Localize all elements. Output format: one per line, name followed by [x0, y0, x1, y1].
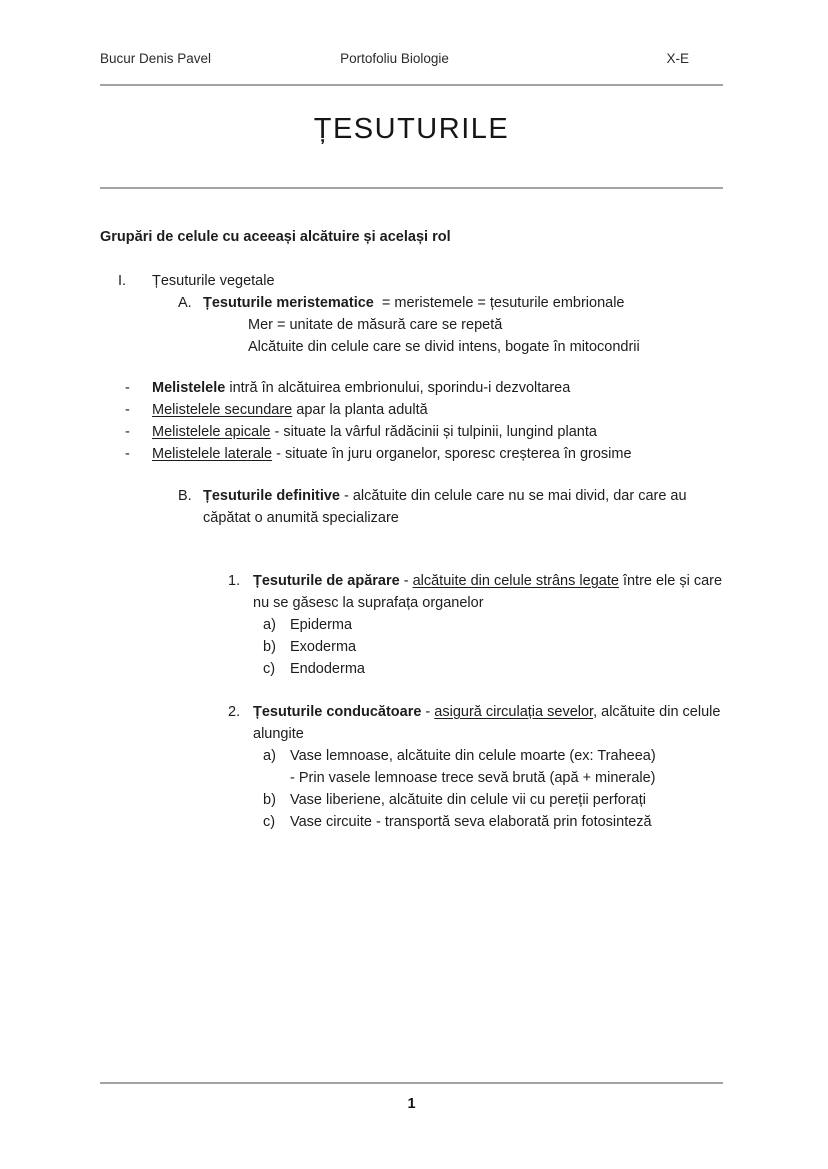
list-text: Melistelele secundare apar la planta adultă — [152, 402, 428, 418]
list-item — [100, 399, 723, 421]
header-author: Bucur Denis Pavel — [100, 51, 212, 66]
list-item — [100, 636, 723, 658]
list-text: Melistelele laterale - situate în juru organelor, sporesc creșterea în grosime — [152, 446, 632, 462]
list-item — [100, 811, 723, 833]
list-item — [100, 745, 723, 767]
document-content — [100, 226, 723, 833]
list-marker: c) — [263, 814, 276, 830]
list-text: Exoderma — [290, 639, 357, 655]
list-item — [100, 767, 723, 789]
list-marker: c) — [263, 661, 276, 677]
list-marker: I. — [118, 273, 127, 289]
list-text: Țesuturile meristematice = meristemele = țesuturile embrionale — [203, 295, 625, 311]
header-class: X-E — [666, 51, 689, 66]
list-text: - Prin vasele lemnoase trece sevă brută (apă + minerale) — [290, 770, 656, 786]
list-marker: - — [125, 380, 130, 396]
list-text: Țesuturile de apărare - alcătuite din celule strâns legate între ele și care nu se găsesc la suprafața organelor — [253, 573, 723, 611]
list-text: Țesuturile definitive - alcătuite din celule care nu se mai divid, dar care au căpătat o anumită specializare — [203, 488, 687, 526]
list-marker: - — [125, 424, 130, 440]
document-body — [100, 270, 723, 833]
list-item — [100, 789, 723, 811]
header-title: Portofoliu Biologie — [340, 51, 449, 66]
list-item — [100, 292, 723, 314]
list-marker: 1. — [228, 573, 241, 589]
title-rule — [100, 187, 723, 189]
footer-rule — [100, 1082, 723, 1084]
list-item — [100, 377, 723, 399]
list-item — [100, 485, 723, 529]
list-item — [100, 614, 723, 636]
list-text: Endoderma — [290, 661, 365, 677]
list-marker: - — [125, 402, 130, 418]
list-text: Țesuturile conducătoare - asigură circulația sevelor, alcătuite din celule alungite — [253, 704, 721, 742]
list-text: Melistelele intră în alcătuirea embrionului, sporindu-i dezvoltarea — [152, 380, 571, 396]
list-marker: a) — [263, 748, 276, 764]
page-header — [100, 51, 723, 66]
list-item — [100, 336, 723, 358]
list-marker: - — [125, 446, 130, 462]
list-marker: A. — [178, 295, 192, 311]
list-item — [100, 270, 723, 292]
list-text: Melistelele apicale - situate la vârful rădăcinii și tulpinii, lungind planta — [152, 424, 597, 440]
header-rule — [100, 84, 723, 86]
list-text: Țesuturile vegetale — [152, 273, 275, 289]
list-item — [100, 570, 723, 614]
list-item — [100, 658, 723, 680]
list-text: Mer = unitate de măsură care se repetă — [248, 317, 503, 333]
list-text: Vase circuite - transportă seva elaborată prin fotosinteză — [290, 814, 652, 830]
list-text: Epiderma — [290, 617, 353, 633]
page-number: 1 — [407, 1096, 416, 1112]
list-text: Alcătuite din celule care se divid intens, bogate în mitocondrii — [248, 339, 640, 355]
list-marker: B. — [178, 488, 192, 504]
list-item — [100, 314, 723, 336]
list-item — [100, 443, 723, 465]
list-marker: 2. — [228, 704, 241, 720]
list-item — [100, 701, 723, 745]
list-text: Vase liberiene, alcătuite din celule vii cu pereții perforați — [290, 792, 646, 808]
list-text: Vase lemnoase, alcătuite din celule moarte (ex: Traheea) — [290, 748, 656, 764]
list-marker: b) — [263, 792, 276, 808]
list-item — [100, 421, 723, 443]
list-marker: a) — [263, 617, 276, 633]
section-heading: Grupări de celule cu aceeași alcătuire și același rol — [100, 229, 451, 245]
document-title: ȚESUTURILE — [313, 113, 510, 145]
list-marker: b) — [263, 639, 276, 655]
